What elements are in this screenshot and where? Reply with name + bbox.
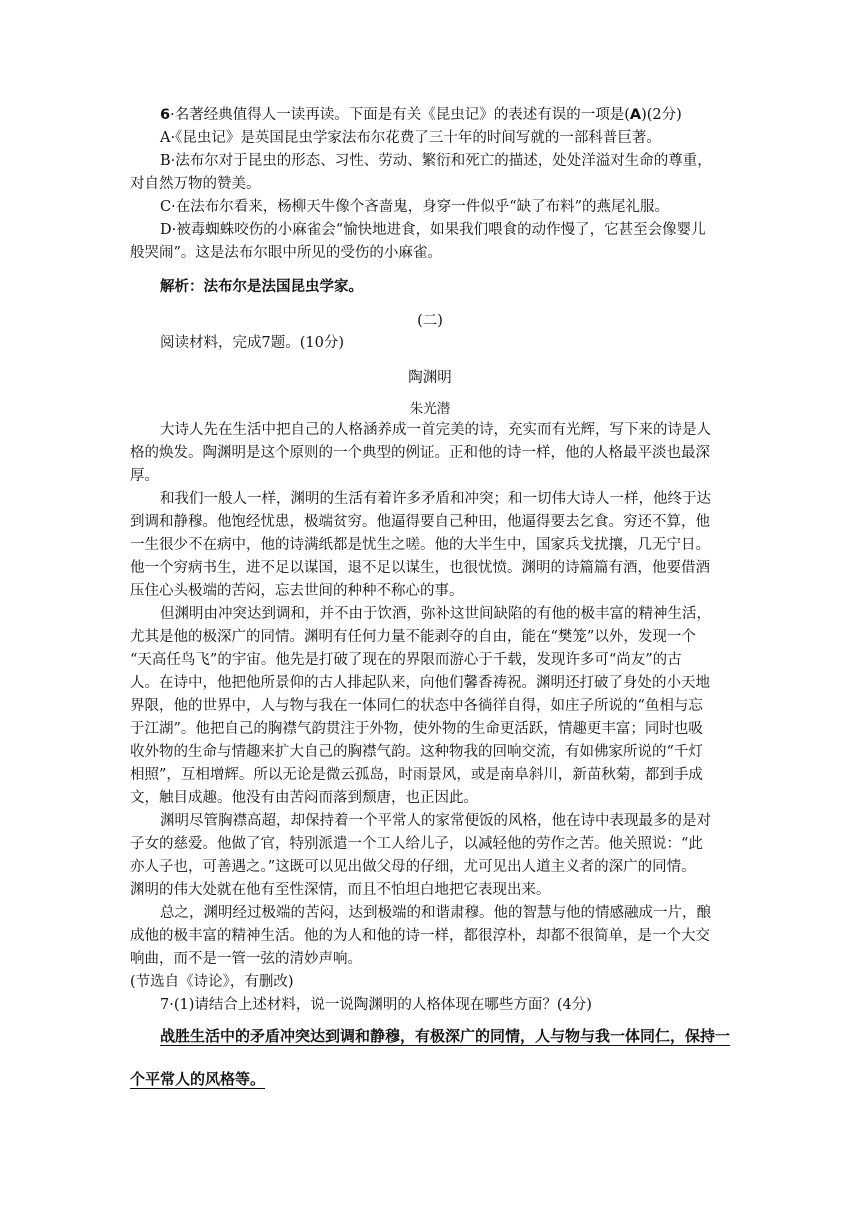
article-title: 陶渊明 bbox=[408, 370, 452, 386]
article-line: 但渊明由冲突达到调和，并不由于饮酒，弥补这世间缺陷的有他的极丰富的精神生活， bbox=[160, 606, 711, 622]
article-line: 成他的极丰富的精神生活。他的为人和他的诗一样，都很淳朴，却都不很简单，是一个大交 bbox=[130, 928, 710, 944]
article-line: 一生很少不在病中，他的诗满纸都是忧生之嗟。他的大半生中，国家兵戈扰攘，几无宁日。 bbox=[130, 537, 710, 553]
article-line: 到调和静穆。他饱经忧患，极端贫穷。他逼得要自己种田，他逼得要去乞食。穷还不算，他 bbox=[130, 514, 710, 530]
question-7-prompt: 7·(1)请结合上述材料，说一说陶渊明的人格体现在哪些方面？(4分) bbox=[160, 997, 592, 1013]
article-line: 总之，渊明经过极端的苦闷，达到极端的和谐肃穆。他的智慧与他的情感融成一片，酿 bbox=[160, 905, 711, 921]
article-author: 朱光潜 bbox=[409, 401, 451, 417]
option-d-line-1: D·被毒蜘蛛咬伤的小麻雀会“愉快地进食，如果我们喂食的动作慢了，它甚至会像婴儿 bbox=[160, 222, 706, 238]
article-line: 收外物的生命与情趣来扩大自己的胸襟气韵。这种物我的回响交流，有如佛家所说的“千灯 bbox=[130, 744, 703, 760]
article-line: 他一个穷病书生，进不足以谋国，退不足以谋生，也很忧愤。渊明的诗篇篇有酒，他要借酒 bbox=[130, 560, 710, 576]
option-b-line-1: B·法布尔对于昆虫的形态、习性、劳动、繁衍和死亡的描述，处处洋溢对生命的尊重， bbox=[160, 153, 712, 169]
article-line: 厚。 bbox=[130, 468, 159, 484]
question-6-stem: 6·名著经典值得人一读再读。下面是有关《昆虫记》的表述有误的一项是(A)(2分) bbox=[160, 107, 682, 123]
option-d-line-2: 般哭闹”。这是法布尔眼中所见的受伤的小麻雀。 bbox=[130, 245, 442, 261]
section-instruction: 阅读材料，完成7题。(10分) bbox=[160, 335, 344, 351]
article-line: 人。在诗中，他把他所景仰的古人排起队来，向他们馨香祷祝。渊明还打破了身处的小天地 bbox=[130, 675, 710, 691]
article-line: 相照”，互相增辉。所以无论是微云孤岛，时雨景风，或是南阜斜川，新苗秋菊，都到手成 bbox=[130, 767, 703, 783]
question-7-answer-line-2: 个平常人的风格等。 bbox=[130, 1070, 266, 1088]
article-line: 压住心头极端的苦闷，忘去世间的种种不称心的事。 bbox=[130, 583, 464, 599]
option-b-line-2: 对自然万物的赞美。 bbox=[130, 176, 261, 192]
option-a: A·《昆虫记》是英国昆虫学家法布尔花费了三十年的时间写就的一部科普巨著。 bbox=[160, 130, 661, 146]
question-6-answer: A bbox=[629, 107, 642, 123]
article-line: 子女的慈爱。他做了官，特别派遣一个工人给儿子，以减轻他的劳作之苦。他关照说：“此 bbox=[130, 836, 703, 852]
article-line: 响曲，而不是一管一弦的清妙声响。 bbox=[130, 951, 362, 967]
article-line: 大诗人先在生活中把自己的人格涵养成一首完美的诗，充实而有光辉，写下来的诗是人 bbox=[160, 422, 711, 438]
article-line: 渊明尽管胸襟高超，却保持着一个平常人的家常便饭的风格，他在诗中表现最多的是对 bbox=[160, 813, 711, 829]
article-line: 亦人子也，可善遇之。”这既可以见出做父母的仔细，尤可见出人道主义者的深广的同情。 bbox=[130, 859, 696, 875]
section-heading: (二) bbox=[417, 313, 443, 329]
article-line: 和我们一般人一样，渊明的生活有着许多矛盾和冲突；和一切伟大诗人一样，他终于达 bbox=[160, 491, 711, 507]
article-line: 界限，他的世界中，人与物与我在一体同仁的状态中各徜徉自得，如庄子所说的“鱼相与忘 bbox=[130, 698, 703, 714]
question-7-answer-line-1: 战胜生活中的矛盾冲突达到调和静穆，有极深广的同情，人与物与我一体同仁，保持一 bbox=[160, 1027, 731, 1045]
article-line: 尤其是他的极深广的同情。渊明有任何力量不能剥夺的自由，能在“樊笼”以外，发现一个 bbox=[130, 629, 696, 645]
article-line: “天高任鸟飞”的宇宙。他先是打破了现在的界限而游心于千载，发现许多可“尚友”的古 bbox=[130, 652, 682, 668]
option-c: C·在法布尔看来，杨柳天牛像个吝啬鬼，身穿一件似乎“缺了布料”的燕尾礼服。 bbox=[160, 199, 670, 215]
article-source: (节选自《诗论》，有删改) bbox=[130, 974, 294, 990]
article-line: 于江湖”。他把自己的胸襟气韵贯注于外物，使外物的生命更活跃，情趣更丰富；同时也吸 bbox=[130, 721, 703, 737]
article-line: 文，触目成趣。他没有由苦闷而落到颓唐，也正因此。 bbox=[130, 790, 478, 806]
analysis-text: 解析：法布尔是法国昆虫学家。 bbox=[160, 279, 363, 295]
article-line: 渊明的伟大处就在他有至性深情，而且不怕坦白地把它表现出来。 bbox=[130, 882, 551, 898]
article-line: 格的焕发。陶渊明是这个原则的一个典型的例证。正和他的诗一样，他的人格最平淡也最深 bbox=[130, 445, 710, 461]
